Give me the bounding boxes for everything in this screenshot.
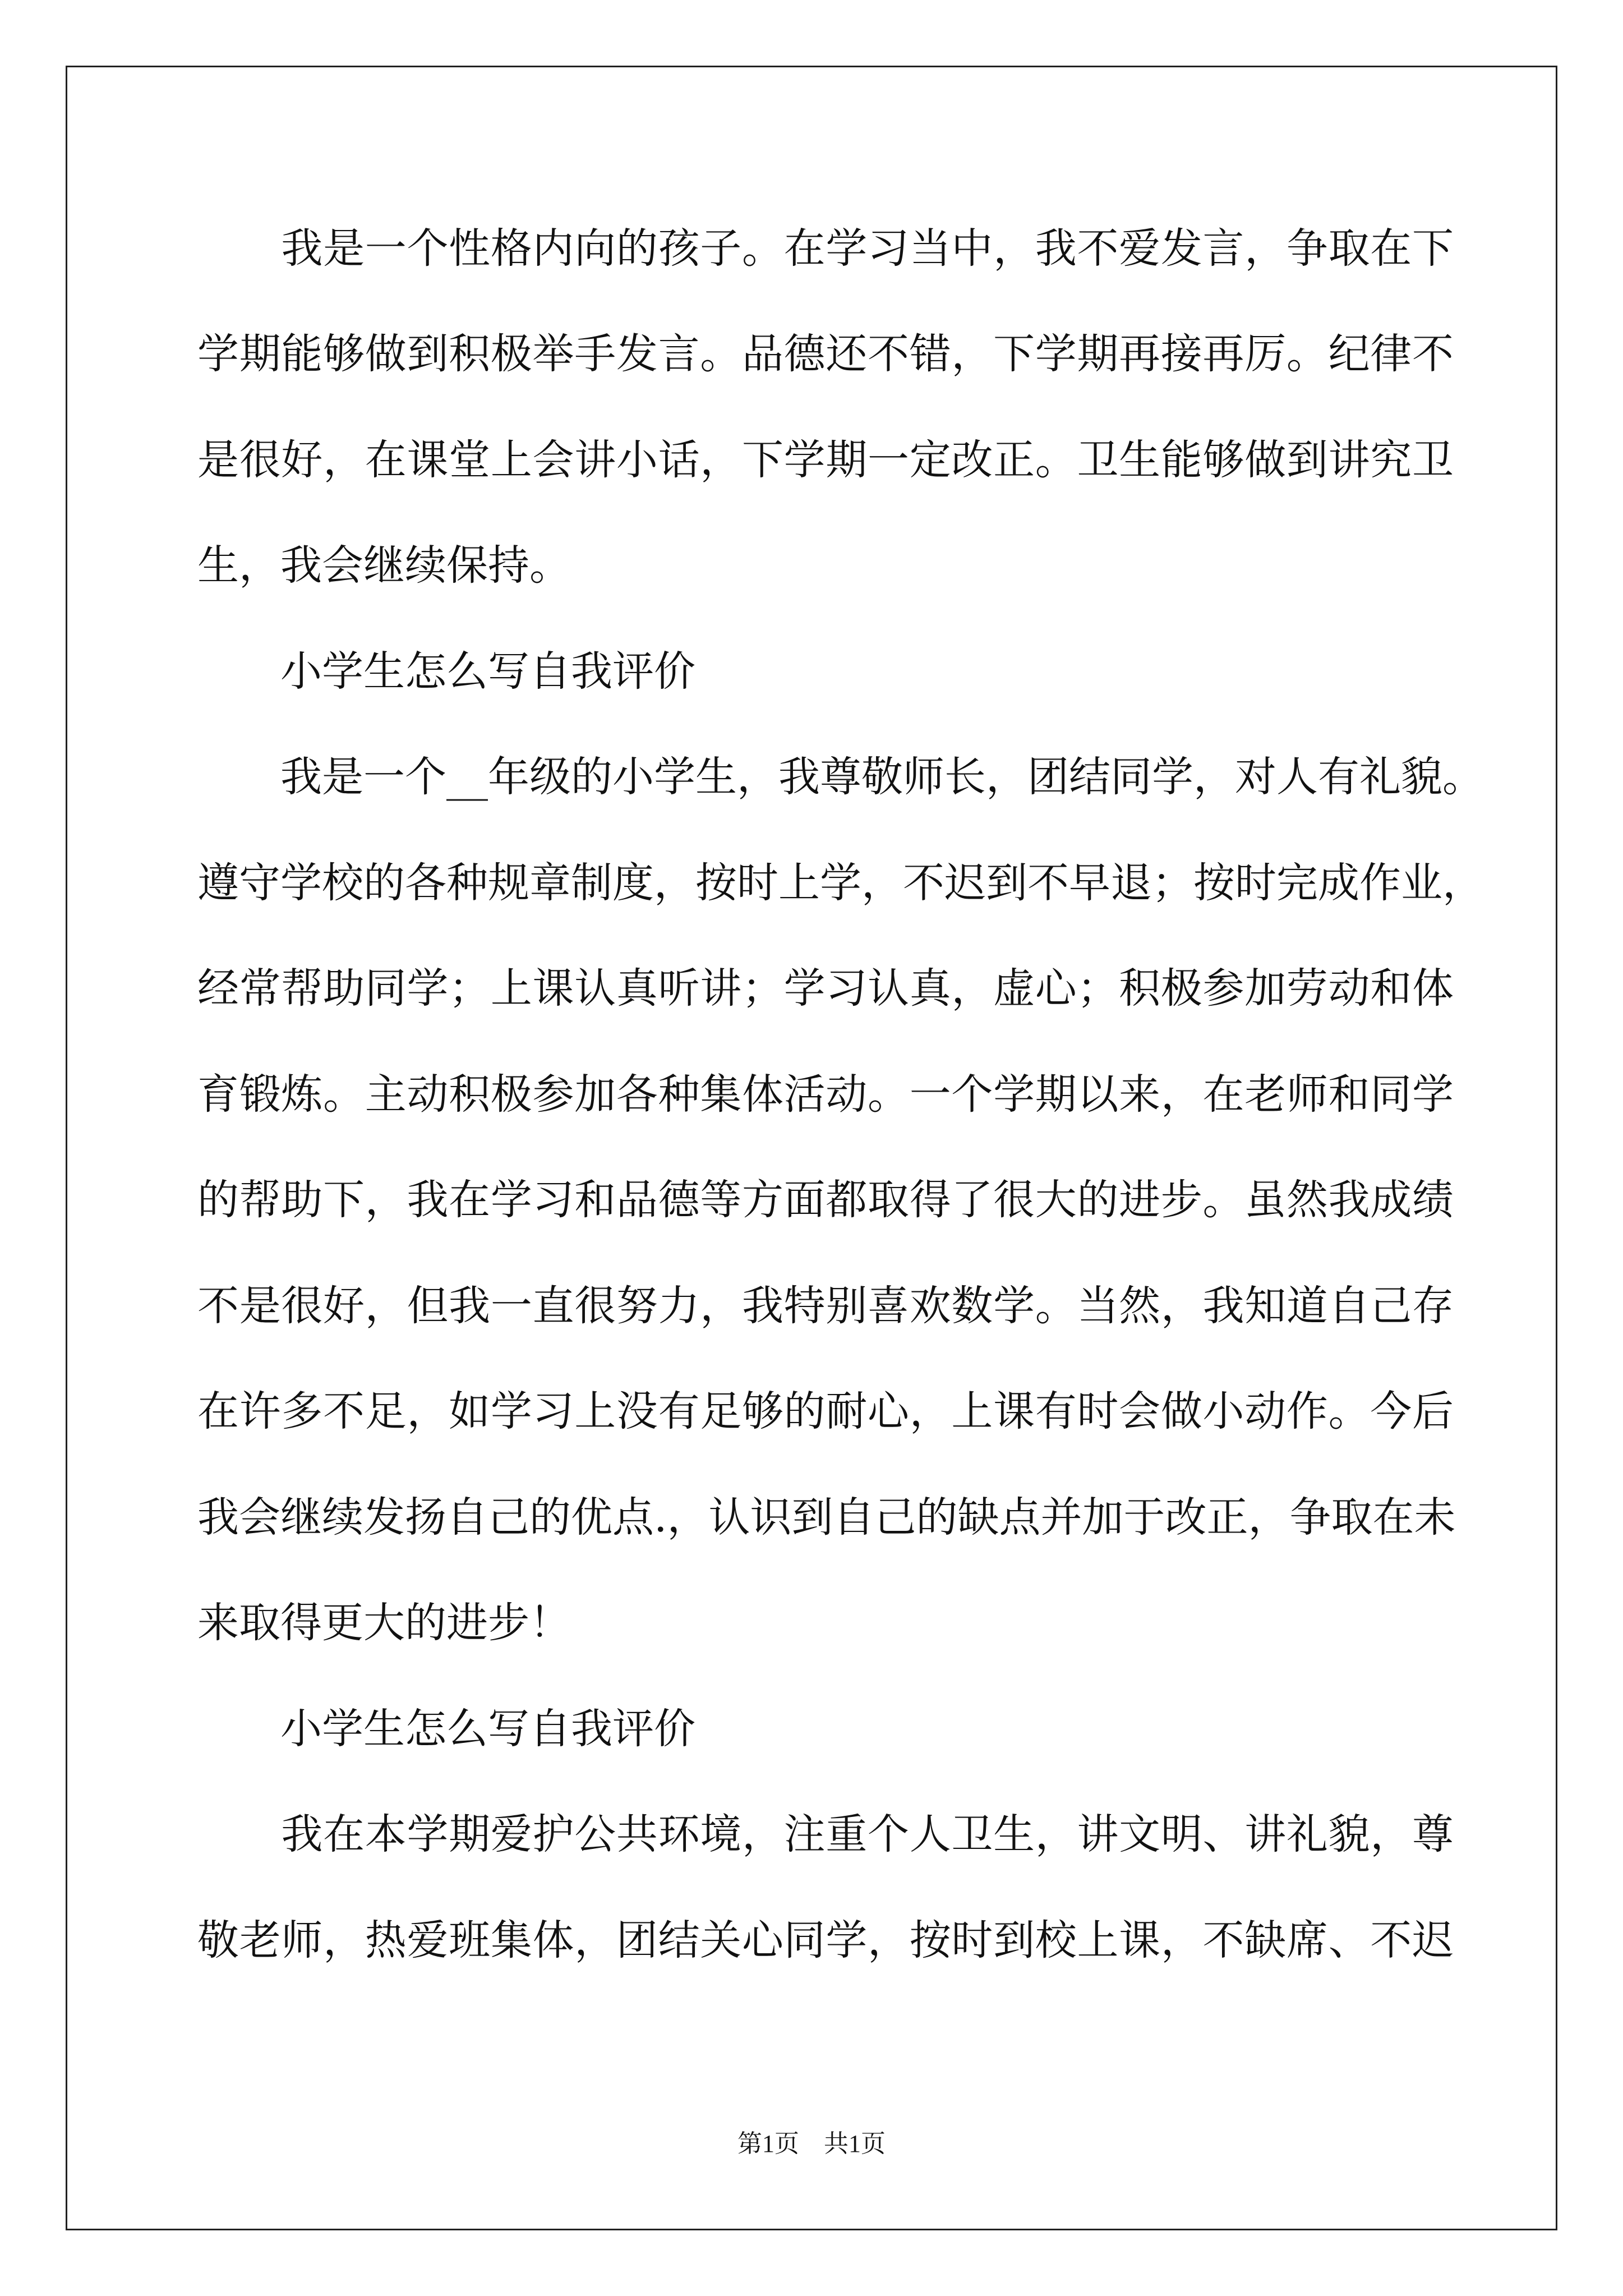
text-line: 学期能够做到积极举手发言。品德还不错，下学期再接再厉。纪律不 [197,330,1454,378]
text-line: 来取得更大的进步！ [197,1599,571,1647]
text-line: 遵守学校的各种规章制度，按时上学，不迟到不早退；按时完成作业， [197,859,1484,907]
text-line: 不是很好，但我一直很努力，我特别喜欢数学。当然，我知道自己存 [197,1282,1454,1330]
text-line: 经常帮助同学；上课认真听讲；学习认真，虚心；积极参加劳动和体 [197,964,1454,1013]
text-line: 的帮助下，我在学习和品德等方面都取得了很大的进步。虽然我成绩 [197,1176,1454,1224]
page-number-footer: 第1页 共1页 [737,2130,886,2157]
text-line: 在许多不足，如学习上没有足够的耐心，上课有时会做小动作。今后 [197,1387,1454,1435]
section-heading: 小学生怎么写自我评价 [197,1705,695,1753]
page-border [66,66,1557,2230]
text-line: 敬老师，热爱班集体，团结关心同学，按时到校上课，不缺席、不迟 [197,1916,1454,1964]
text-line: 我会继续发扬自己的优点.，认识到自己的缺点并加于改正，争取在未 [197,1493,1456,1542]
text-line: 生，我会继续保持。 [197,541,571,590]
text-line: 我在本学期爱护公共环境，注重个人卫生，讲文明、讲礼貌，尊 [197,1810,1454,1858]
text-line: 我是一个性格内向的孩子。在学习当中，我不爱发言，争取在下 [197,224,1454,273]
text-line: 育锻炼。主动积极参加各种集体活动。一个学期以来，在老师和同学 [197,1070,1454,1119]
section-heading: 小学生怎么写自我评价 [197,647,695,696]
text-line: 我是一个__年级的小学生，我尊敬师长，团结同学，对人有礼貌。 [197,753,1484,801]
text-line: 是很好，在课堂上会讲小话，下学期一定改正。卫生能够做到讲究卫 [197,436,1454,484]
